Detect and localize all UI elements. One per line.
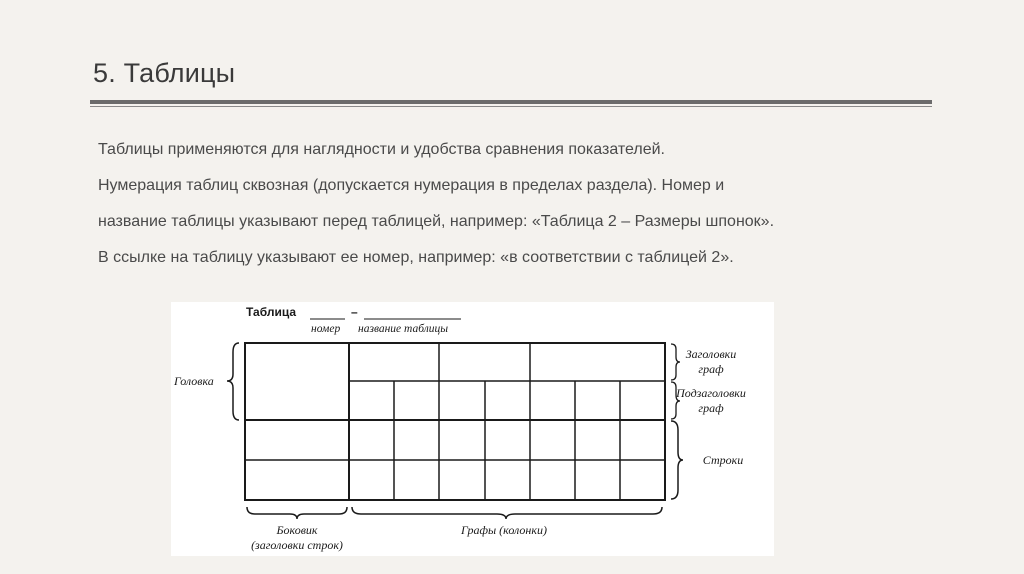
caption-dash: – (351, 305, 358, 319)
columns-brace (352, 507, 662, 519)
label-stub-line2: (заголовки строк) (251, 538, 343, 552)
label-columns: Графы (колонки) (461, 523, 547, 537)
rows-brace (671, 421, 683, 499)
paragraph-2: Нумерация таблиц сквозная (допускается нумерация в пределах раздела). Номер и (98, 177, 725, 194)
label-column-subheaders-line2: граф (698, 401, 724, 415)
caption-word: Таблица (246, 305, 297, 319)
headers-brace (671, 344, 680, 380)
stub-brace (247, 507, 347, 519)
body-text (98, 132, 928, 276)
paragraph-1: Таблицы применяются для наглядности и удобства сравнения показателей. (98, 141, 665, 158)
table-structure-figure (171, 302, 774, 556)
table-outline (245, 343, 665, 500)
slide-title: 5. Таблицы (93, 58, 236, 88)
table-diagram (171, 302, 774, 556)
label-number: номер (311, 323, 341, 335)
paragraph-4: В ссылке на таблицу указывают ее номер, например: «в соответствии с таблицей 2». (98, 249, 734, 266)
head-brace (227, 343, 239, 420)
label-rows: Строки (702, 453, 744, 467)
paragraph-3: название таблицы указывают перед таблицей, например: «Таблица 2 – Размеры шпонок». (98, 213, 775, 230)
label-table-name: название таблицы (358, 323, 449, 335)
label-column-subheaders-line1: Подзаголовки (676, 386, 746, 400)
label-column-headers-line2: граф (698, 362, 724, 376)
label-stub-line1: Боковик (276, 523, 318, 537)
label-column-headers-line1: Заголовки (685, 347, 737, 361)
title-divider-thick (90, 100, 932, 104)
title-divider-thin (90, 106, 932, 107)
label-head: Головка (174, 374, 214, 388)
